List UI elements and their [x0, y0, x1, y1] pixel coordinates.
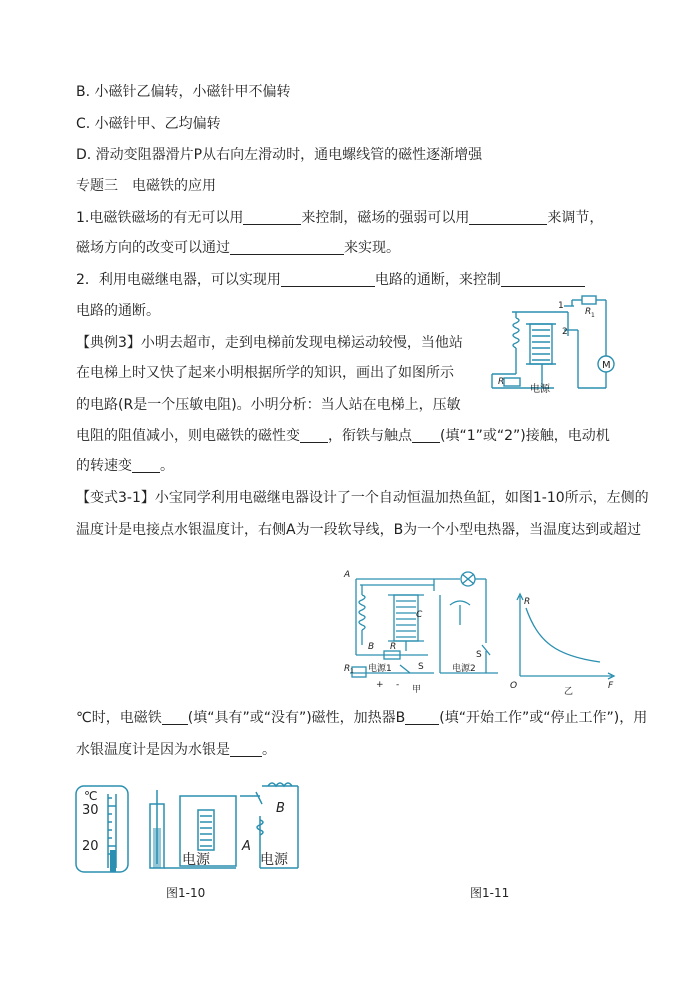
example3-circuit-diagram — [486, 292, 624, 396]
jia-a-label: A — [344, 570, 351, 580]
q1-text-a: 1.电磁铁磁场的有无可以用 — [76, 210, 244, 226]
fig-yi-graph — [508, 590, 620, 696]
power-right-label: 电源 — [260, 852, 288, 868]
power-left-label: 电源 — [182, 852, 210, 868]
fig-111-caption: 图1-11 — [470, 886, 510, 900]
q2-line1 — [76, 270, 585, 290]
option-d: D. 滑动变阻器滑片P从右向左滑动时，通电螺线管的磁性逐渐增强 — [76, 147, 483, 163]
ex3-blank-2 — [412, 428, 440, 443]
contact-1-label: 1 — [558, 301, 564, 311]
variant31-line4 — [76, 740, 276, 760]
q1-text-b: 来控制，磁场的强弱可以用 — [301, 210, 470, 226]
variant31-line2: 温度计是电接点水银温度计，右侧A为一段软导线，B为一个小型电热器，当温度达到或超过 — [76, 522, 642, 538]
var-text-e: 。 — [262, 742, 276, 758]
q1-blank-1 — [243, 210, 301, 225]
jia-r1-sub-label: 1 — [350, 668, 354, 675]
var-text-a: ℃时，电磁铁 — [76, 710, 162, 726]
q2-text-b: 电路的通断，来控制 — [374, 272, 501, 288]
q1-line1 — [76, 208, 603, 228]
example3-line5 — [76, 456, 174, 476]
yi-caption: 乙 — [564, 687, 574, 696]
q1-text-d: 磁场方向的改变可以通过 — [76, 240, 230, 256]
option-b: B. 小磁针乙偏转，小磁针甲不偏转 — [76, 84, 291, 100]
jia-s-label: S — [418, 662, 424, 672]
yi-origin-label: O — [510, 681, 518, 691]
ex3-blank-3 — [132, 458, 160, 473]
r1-sub-label: 1 — [591, 312, 595, 319]
q1-text-c: 来调节， — [547, 210, 604, 226]
tank-water — [153, 828, 161, 868]
fig-jia-circuit-diagram — [340, 565, 500, 697]
tick-20-label: 20 — [82, 839, 99, 854]
temp-unit-label: ℃ — [84, 789, 98, 803]
fig-110-caption: 图1-10 — [166, 886, 206, 900]
ex3-text-b: ，衔铁与触点 — [328, 428, 412, 444]
var-blank-2 — [405, 710, 439, 725]
q1-blank-3 — [230, 240, 344, 255]
jia-minus-label: - — [396, 680, 400, 690]
var-blank-3 — [230, 742, 262, 757]
q1-line2 — [76, 238, 400, 258]
example3-line1: 【典例3】小明去超市，走到电梯前发现电梯运动较慢，当他站 — [76, 335, 463, 351]
q2-blank-1 — [281, 272, 375, 287]
example3-line2: 在电梯上时又快了起来小明根据所学的知识，画出了如图所示 — [76, 365, 454, 381]
var-text-c: (填“开始工作”或“停止工作”)，用 — [439, 710, 648, 726]
ex3-text-c: (填“1”或“2”)接触，电动机 — [440, 428, 610, 444]
fig-110-diagram — [70, 776, 302, 876]
jia-plus-label: + — [376, 680, 384, 690]
yi-x-axis-label: F — [608, 681, 614, 691]
label-a: A — [242, 839, 251, 854]
jia-b-label: B — [368, 642, 375, 652]
q1-text-e: 来实现。 — [344, 240, 400, 256]
mercury-column — [110, 850, 116, 872]
var-text-d: 水银温度计是因为水银是 — [76, 742, 230, 758]
section-title: 专题三 电磁铁的应用 — [76, 178, 216, 194]
q2-line2: 电路的通断。 — [76, 303, 160, 319]
example3-line3: 的电路(R是一个压敏电阻)。小明分析：当人站在电梯上，压敏 — [76, 397, 461, 413]
yi-y-axis-label: R — [524, 597, 531, 607]
variant31-line1: 【变式3-1】小宝同学利用电磁继电器设计了一个自动恒温加热鱼缸，如图1-10所示，左侧的 — [76, 490, 649, 506]
ex3-text-e: 。 — [160, 458, 174, 474]
option-c: C. 小磁针甲、乙均偏转 — [76, 116, 221, 132]
tick-30-label: 30 — [82, 803, 99, 818]
q1-blank-2 — [469, 210, 547, 225]
ex3-blank-1 — [300, 428, 328, 443]
variant31-line3 — [76, 708, 647, 728]
jia-s2-label: S — [476, 650, 482, 660]
contact-2-label: 2 — [562, 327, 568, 337]
ex3-text-d: 的转速变 — [76, 458, 132, 474]
jia-power1-label: 电源1 — [368, 664, 392, 674]
r1-label: R — [585, 307, 592, 317]
ex3-text-a: 电阻的阻值减小，则电磁铁的磁性变 — [76, 428, 300, 444]
q2-text-a: 2．利用电磁继电器，可以实现用 — [76, 272, 281, 288]
jia-c-label: C — [416, 610, 423, 620]
power-label: 电源 — [530, 384, 550, 395]
motor-label: M — [602, 360, 611, 371]
q2-blank-2 — [501, 272, 585, 287]
jia-caption: 甲 — [412, 685, 422, 695]
jia-power2-label: 电源2 — [452, 664, 476, 674]
example3-line4 — [76, 426, 610, 446]
pressure-resistor-label: R — [498, 377, 505, 387]
var-text-b: (填“具有”或“没有”)磁性，加热器B — [187, 710, 406, 726]
jia-r1-label: R — [344, 664, 351, 674]
label-b: B — [276, 801, 285, 816]
var-blank-1 — [162, 710, 188, 725]
jia-r-label: R — [390, 642, 397, 652]
